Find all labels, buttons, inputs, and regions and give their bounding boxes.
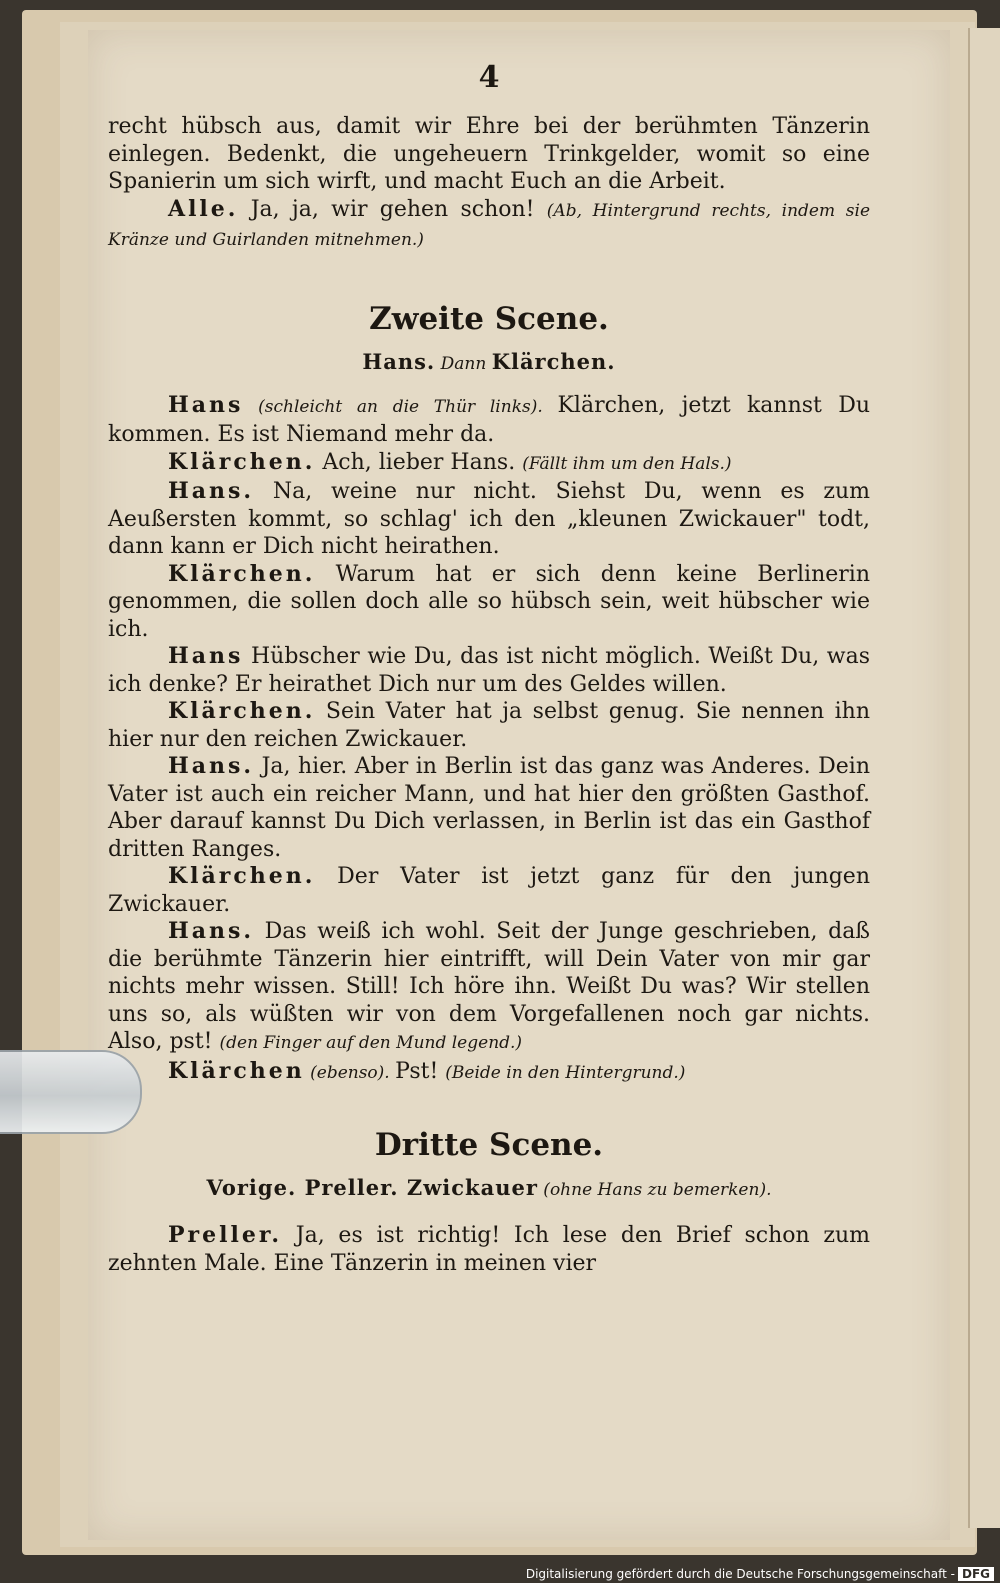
dialogue-line	[108, 863, 870, 918]
dialogue-line	[108, 753, 870, 863]
line-text: Der Vater ist jetzt ganz für den jungen Zwickauer.	[108, 864, 870, 917]
scene-cast-3	[108, 1175, 870, 1200]
line-text: Na, weine nur nicht. Siehst Du, wenn es zum Aeußersten kommt, so schlag' ich den „kleunen Zwickauer" todt, dann kann er Dich nicht heirathen.	[108, 479, 870, 559]
cast-name: Hans.	[362, 348, 436, 374]
dfg-logo: DFG	[958, 1567, 994, 1581]
speaker-name: Klärchen.	[168, 698, 316, 724]
dialogue-line	[108, 392, 870, 449]
line-text: Ja, es ist richtig! Ich lese den Brief schon zum zehnten Male. Eine Tänzerin in meinen vier	[108, 1223, 870, 1276]
cast-names: Vorige. Preller. Zwickauer	[206, 1175, 538, 1200]
line-text: Pst!	[395, 1058, 446, 1084]
speaker-name: Hans	[168, 643, 244, 669]
dialogue-line	[108, 643, 870, 698]
line-text: Ja, ja, wir gehen schon!	[238, 196, 547, 222]
page-number: 4	[478, 60, 500, 95]
adjacent-page-strip	[968, 28, 1000, 1528]
speaker-name: Preller.	[168, 1222, 283, 1248]
alle-line	[108, 196, 870, 255]
line-text: Sein Vater hat ja selbst genug. Sie nennen ihn hier nur den reichen Zwickauer.	[108, 699, 870, 752]
funding-footer	[526, 1567, 994, 1581]
speaker-name: Klärchen.	[168, 560, 316, 587]
stage-direction: (Fällt ihm um den Hals.)	[522, 453, 732, 474]
line-text: Ja, hier. Aber in Berlin ist das ganz was Anderes. Dein Vater ist auch ein reicher Mann, und hat hier den größten Gasthof. Aber darauf kannst Du Dich verlassen, in Berlin ist das ein Gasthof dritten Ranges.	[108, 754, 870, 862]
speaker-name: Klärchen.	[168, 863, 316, 889]
speaker-name: Klärchen.	[168, 448, 316, 475]
scene-cast-2	[108, 349, 870, 374]
line-text: Ach, lieber Hans.	[315, 449, 523, 475]
stage-direction: (Ab, Hintergrund rechts, indem sie Kränze und Guirlanden mitnehmen.)	[108, 200, 870, 250]
cast-stage: Dann	[435, 353, 492, 374]
line-text: Hübscher wie Du, das ist nicht möglich. Weißt Du, was ich denke? Er heirathet Dich nur um des Geldes willen.	[108, 644, 870, 697]
dialogue-line	[108, 449, 870, 479]
dialogue-line	[108, 1222, 870, 1277]
dialogue-line	[108, 478, 870, 561]
speaker-name: Hans.	[168, 753, 255, 779]
cast-stage: (ohne Hans zu bemerken).	[537, 1180, 772, 1200]
footer-text: Digitalisierung gefördert durch die Deutsche Forschungsgemeinschaft -	[525, 1567, 955, 1581]
dialogue-line	[108, 1058, 870, 1088]
speaker-name: Hans.	[168, 478, 255, 504]
opening-paragraph: recht hübsch aus, damit wir Ehre bei der berühmten Tänzerin einlegen. Bedenkt, die ungeheuern Trinkgelder, womit so eine Spanierin um sich wirft, und macht Euch an die Arbeit.	[108, 114, 870, 194]
scene-title-2: Zweite Scene.	[369, 300, 609, 337]
line-text: Das weiß ich wohl. Seit der Junge geschrieben, daß die berühmte Tänzerin hier eintrifft, will Dein Vater von mir gar nichts mehr wissen. Still! Ich höre ihn. Weißt Du was? Wir stellen uns so, als wüßten wir von dem Vorgefallenen noch gar nichts. Also, pst!	[108, 919, 870, 1054]
stage-direction: (ebenso).	[304, 1062, 396, 1083]
speaker-name: Alle.	[168, 195, 239, 222]
speaker-name: Hans	[168, 391, 244, 418]
cast-name: Klärchen.	[491, 348, 616, 374]
stage-direction: (den Finger auf den Mund legend.)	[219, 1033, 523, 1053]
stage-direction: (schleicht an die Thür links).	[243, 396, 558, 417]
dialogue-line	[108, 918, 870, 1058]
dialogue-line	[108, 561, 870, 644]
line-text: Klärchen, jetzt kannst Du kommen. Es ist Niemand mehr da.	[108, 392, 871, 447]
stage-direction: (Beide in den Hintergrund.)	[445, 1062, 686, 1083]
line-text: Warum hat er sich denn keine Berlinerin genommen, die sollen doch alle so hübsch sein, weit hübscher wie ich.	[108, 561, 870, 642]
speaker-name: Klärchen	[168, 1057, 305, 1084]
dialogue-line	[108, 698, 870, 753]
scene-title-3: Dritte Scene.	[374, 1127, 604, 1163]
speaker-name: Hans.	[168, 918, 255, 944]
page-text	[108, 60, 870, 1277]
